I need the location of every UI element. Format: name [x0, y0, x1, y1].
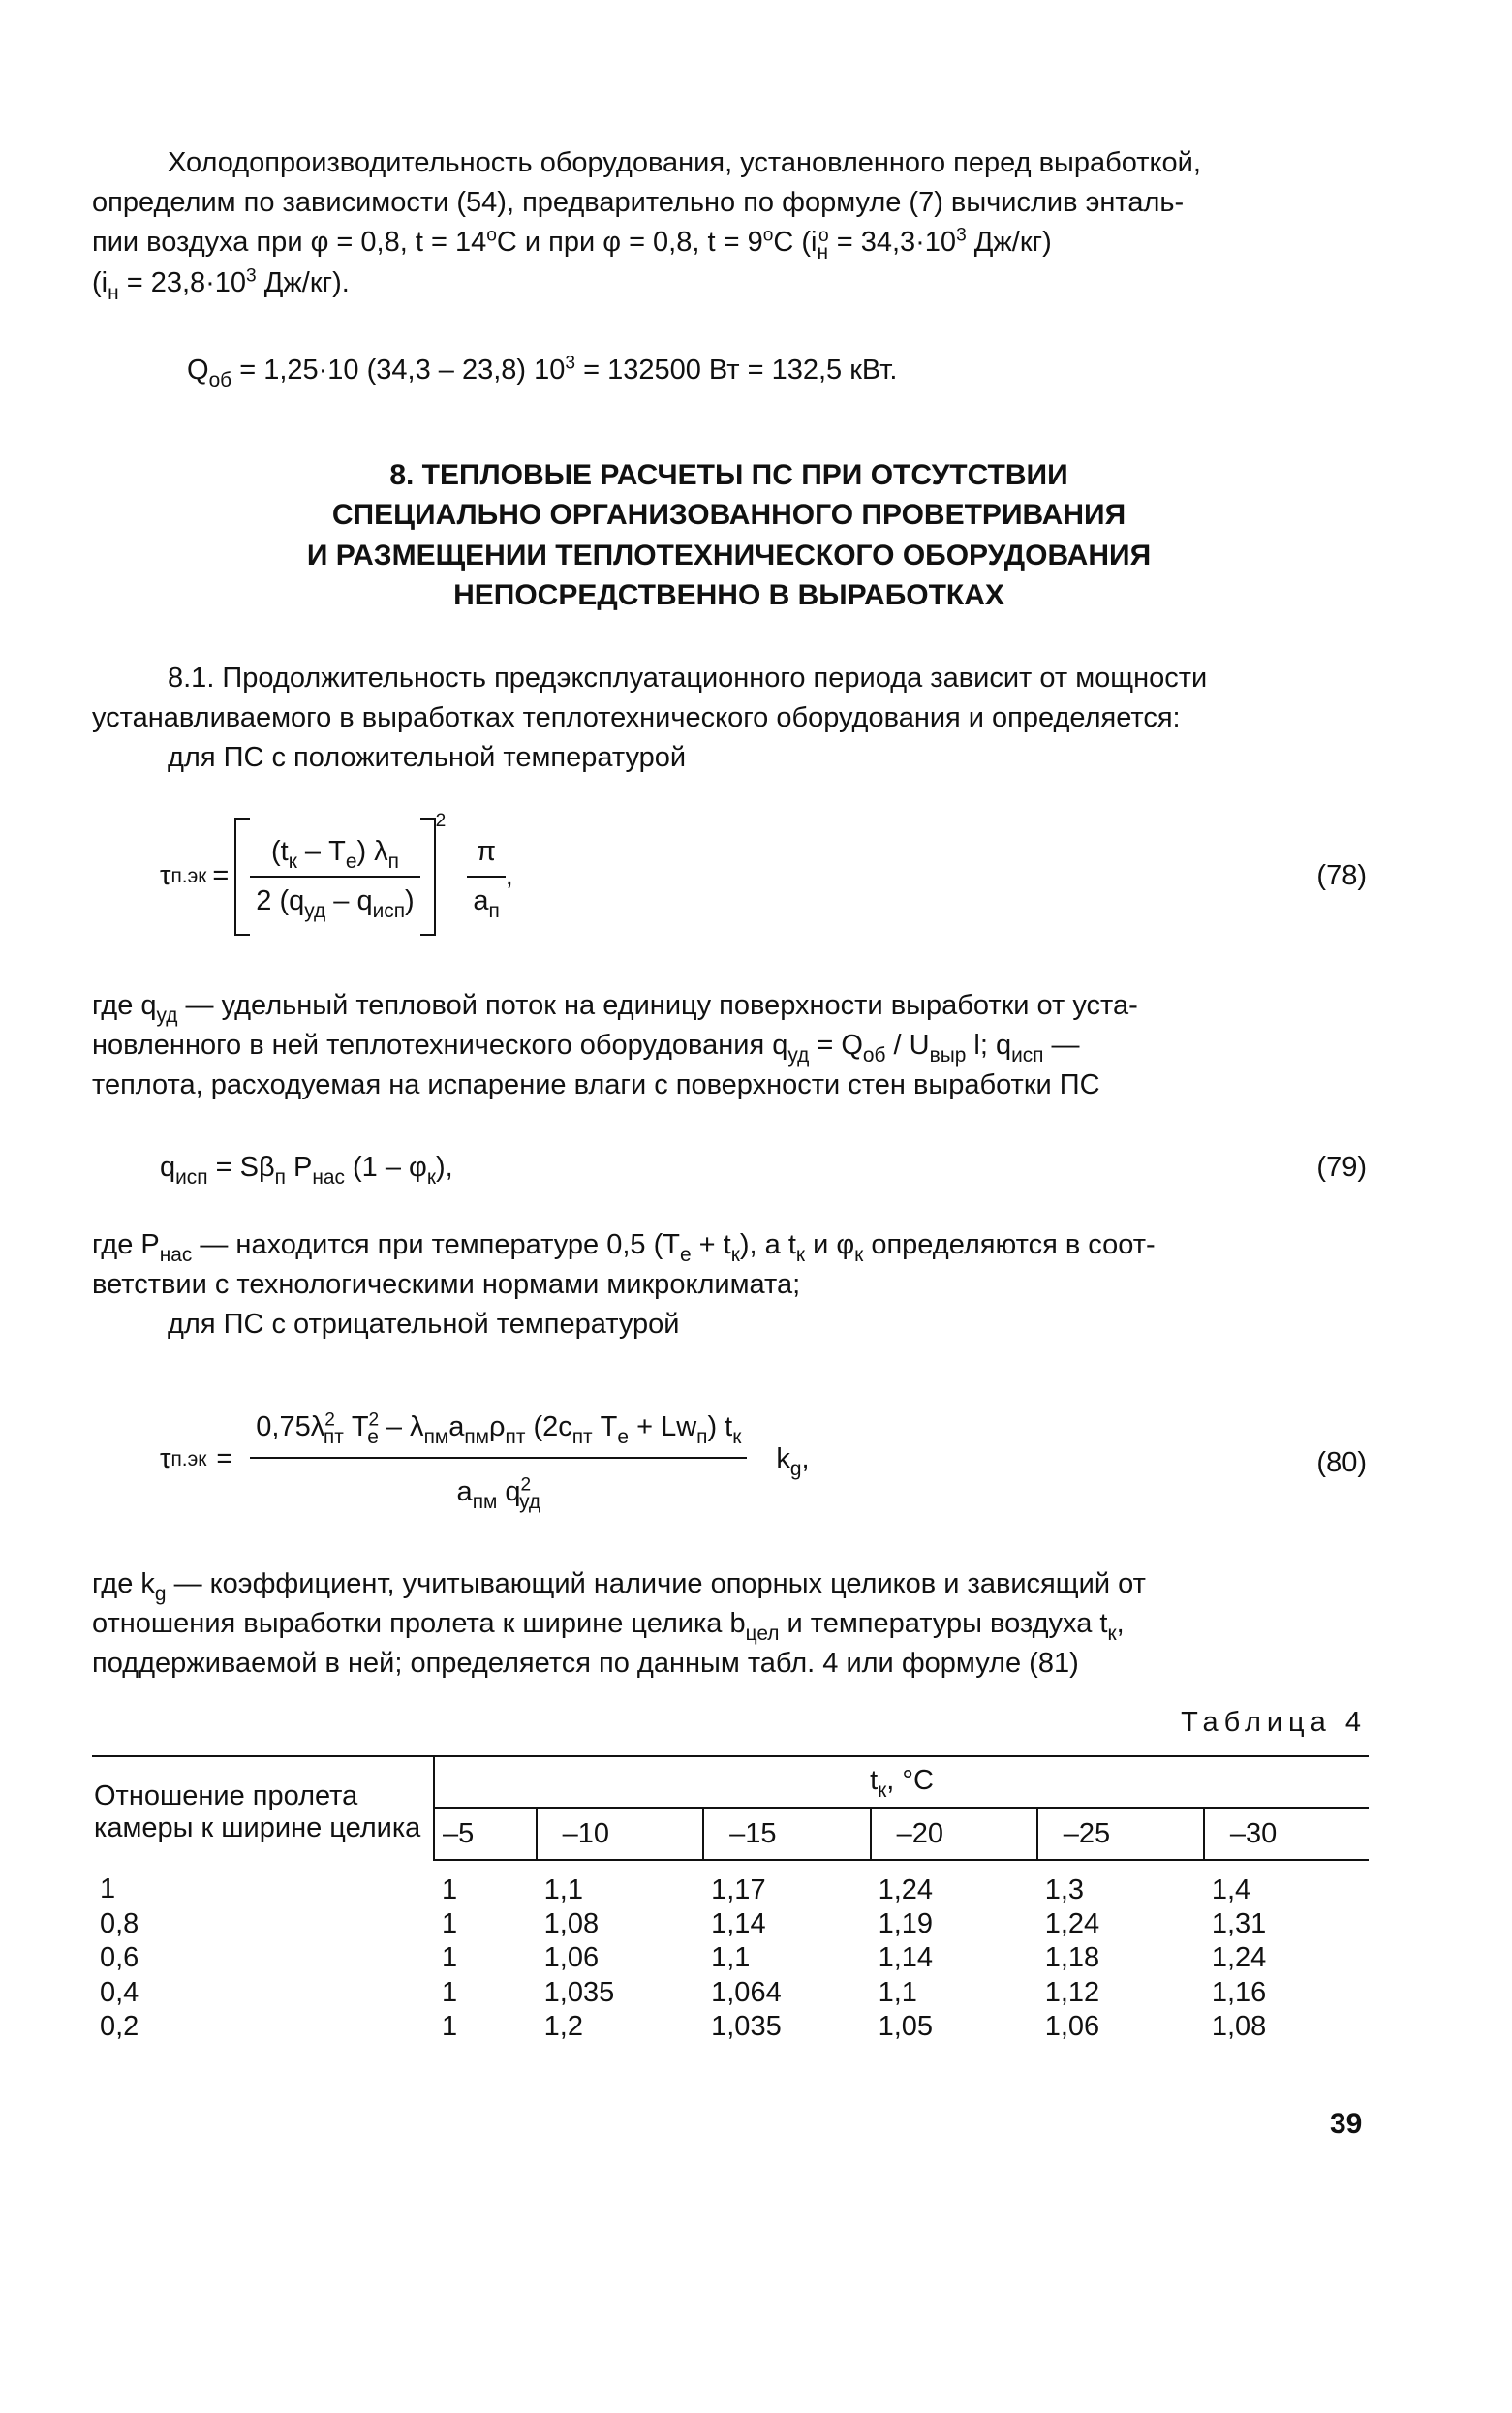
pnas-line-3: для ПС с отрицательной температурой — [168, 1309, 680, 1341]
page-number: 39 — [1330, 2108, 1363, 2140]
heading-line-1: 8. ТЕПЛОВЫЕ РАСЧЕТЫ ПС ПРИ ОТСУТСТВИИ — [389, 459, 1068, 491]
para-8-1-line-3: для ПС с положительной температурой — [168, 742, 687, 774]
col-header: –20 — [871, 1808, 1037, 1859]
table-row: 0,4 1 1,035 1,064 1,1 1,12 1,16 — [100, 1976, 1267, 2008]
table-stub-header: Отношение пролета камеры к ширине целика — [92, 1756, 434, 1860]
left-bracket — [234, 818, 250, 936]
col-header: –30 — [1204, 1808, 1369, 1859]
col-header: –5 — [434, 1808, 537, 1859]
intro-line-4: ($i_н = 23,8\cdot 10^3$ Дж/кг). — [92, 265, 350, 304]
col-header: –10 — [537, 1808, 703, 1859]
kg-line-3: поддерживаемой в ней; определяется по данным табл. 4 или формуле (81) — [92, 1648, 1079, 1680]
eq78-pi-fraction: $\frac{\pi}{a_п}$ — [467, 832, 505, 921]
table-row: 0,6 1 1,06 1,1 1,14 1,18 1,24 — [100, 1942, 1267, 1974]
pnas-line-2: ветствии с технологическими нормами микроклимата; — [92, 1269, 801, 1301]
equation-number-79: (79) — [1316, 1152, 1367, 1183]
eq80-fraction: $\frac{0,75\lambda^2_{пт} T^2_e - \lambda_{пм}a_{пм}\rho_{пт} (2c_{пт} T_e + Lw_п) t_к}{a_{пм} q^2_{уд}}$ — [250, 1408, 747, 1512]
paragraph-kg: где $k_g$ — коэффициент, учитывающий наличие опорных целиков и зависящий от отношения выработки пролета к ширине целика $b_{цел}$ и температуры воздуха $t_к$, поддерживаемой в ней; определяется по данным табл. 4 или формуле (81) — [92, 1564, 1366, 1685]
intro-paragraph — [92, 143, 1366, 303]
intro-line-2: определим по зависимости (54), предварительно по формуле (7) вычислив энталь- — [92, 187, 1185, 219]
heading-line-3: И РАЗМЕЩЕНИИ ТЕПЛОТЕХНИЧЕСКОГО ОБОРУДОВАНИЯ — [306, 539, 1152, 572]
equation-79: $q_{исп} = S\beta_п$ $P_{нас}$ $(1 - \varphi_к)$, — [160, 1152, 453, 1189]
table-caption: Таблица 4 — [1181, 1707, 1367, 1738]
section-heading — [92, 455, 1366, 616]
eq78-fraction: $\frac{(t_к - T_e) \lambda_п}{2 (q_{уд} - q_{исп})}$ — [250, 832, 419, 921]
equation-number-78: (78) — [1316, 860, 1367, 891]
section-number: 8.1. — [168, 663, 215, 694]
table-tk-header: $t_к$, °C — [434, 1756, 1369, 1808]
table-row: 0,8 1 1,08 1,14 1,19 1,24 1,31 — [100, 1908, 1267, 1940]
heading-line-4: НЕПОСРЕДСТВЕННО В ВЫРАБОТКАХ — [453, 579, 1004, 612]
col-header: –15 — [703, 1808, 870, 1859]
intro-line-3: пии воздуха при φ = 0,8, $t = 14^oC$ и при φ = 0,8, $t = 9^oC$ ($i_н^o = 34,3\cdot 10^3$ Дж/кг) — [92, 225, 1052, 264]
table-row: 0,2 1 1,2 1,035 1,05 1,06 1,08 — [100, 2011, 1267, 2043]
equation-number-80: (80) — [1316, 1447, 1367, 1478]
table-4 — [92, 1755, 1369, 2043]
para-8-1-line-2: устанавливаемого в выработках теплотехнического оборудования и определяется: — [92, 702, 1181, 734]
qud-line-3: теплота, расходуемая на испарение влаги с поверхности стен выработки ПС — [92, 1069, 1100, 1101]
right-bracket — [420, 818, 436, 936]
col-header: –25 — [1037, 1808, 1204, 1859]
paragraph-8-1: 8.1. Продолжительность предэксплуатационного периода зависит от мощности устанавливаемого в выработках теплотехнического оборудования и определяется: для ПС с положительной температурой — [92, 659, 1366, 779]
intro-line-1: Холодопроизводительность оборудования, установленного перед выработкой, — [168, 147, 1201, 178]
equation-80: τ п.эк = $\frac{0,75\lambda^2_{пт} T^2_e - \lambda_{пм}a_{пм}\rho_{пт} (2c_{пт} T_e + Lw_п) t_к}{a_{пм} q^2_{уд}}$ $k_g$, — [160, 1387, 810, 1532]
equation-78: τ п.эк = $\frac{(t_к - T_e) \lambda_п}{2 (q_{уд} - q_{исп})}$ 2 $\frac{\pi}{a_п}$ , — [160, 814, 513, 940]
paragraph-qud: где $q_{уд}$ — удельный тепловой поток на единицу поверхности выработки от уста- новленного в ней теплотехнического оборудования $q_{уд} = Q_{об} / U_{выр}$ l; $q_{исп}$ — теплота, расходуемая на испарение влаги с поверхности стен выработки ПС — [92, 986, 1366, 1106]
heading-line-2: СПЕЦИАЛЬНО ОРГАНИЗОВАННОГО ПРОВЕТРИВАНИЯ — [331, 499, 1126, 532]
qob-formula: $Q_{об} = 1,25\cdot 10$ (34,3 – 23,8) $10^3 = 132500$ Вт = 132,5 кВт. — [187, 353, 898, 391]
paragraph-pnas: где $P_{нас}$ — находится при температуре 0,5 $(T_e + t_к)$, a $t_к$ и $\varphi_к$ определяются в соот- ветствии с технологическими нормами микроклимата; для ПС с отрицательной температурой — [92, 1225, 1366, 1346]
table-row: 1 1 1,1 1,17 1,24 1,3 1,4 — [100, 1872, 1251, 1905]
